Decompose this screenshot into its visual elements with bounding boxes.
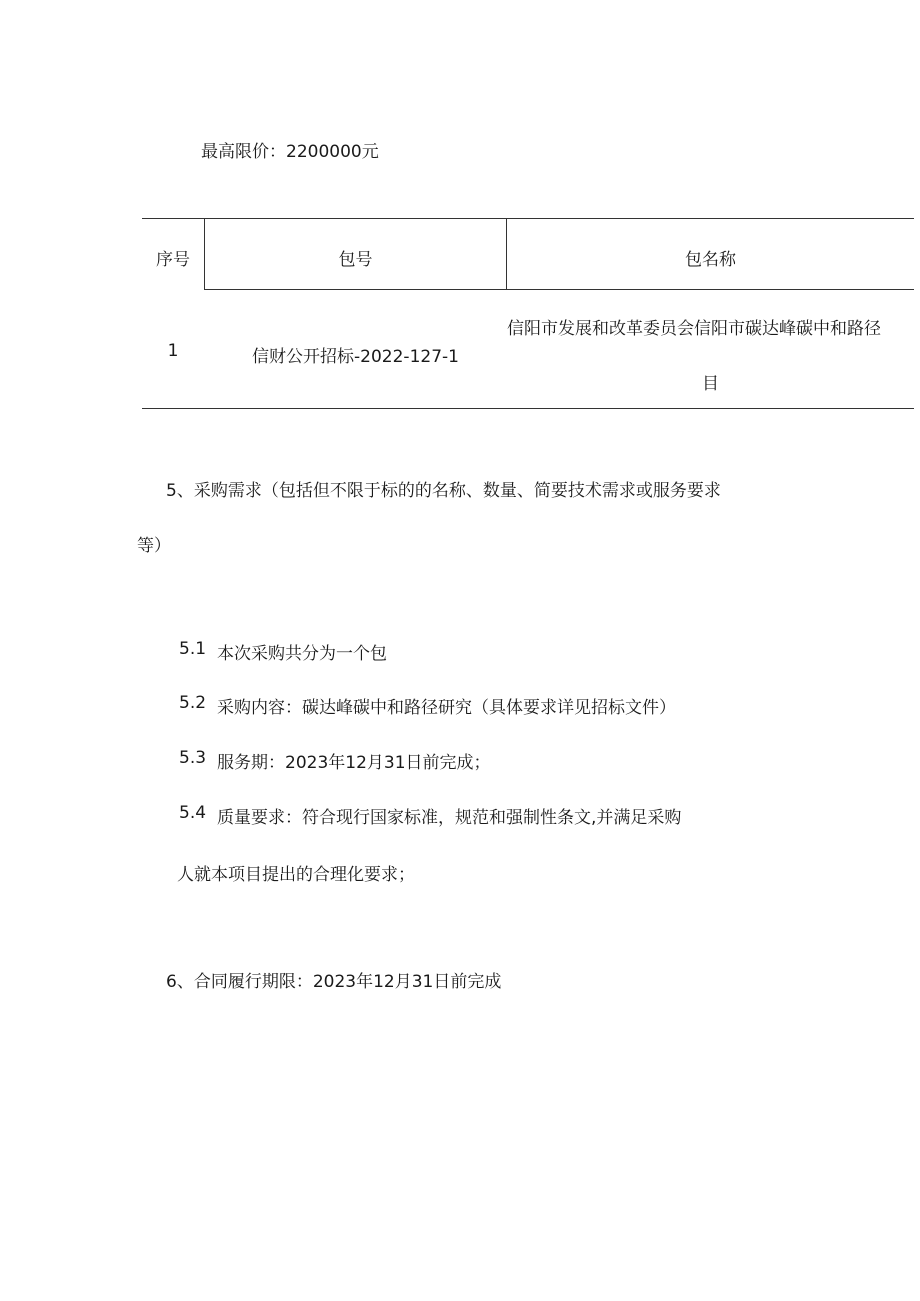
row-1-package-name-line2: 目 xyxy=(702,374,719,394)
section6-contract-period: 6、合同履行期限：2023年12月31日前完成 xyxy=(166,972,502,992)
item-text: 质量要求：符合现行国家标准，规范和强制性条文,并满足采购 xyxy=(217,808,682,828)
item-text: 服务期：2023年12月31日前完成； xyxy=(217,753,491,773)
section5-heading: 5、采购需求（包括但不限于标的的名称、数量、简要技术需求或服务要求 xyxy=(166,481,721,501)
row-1-package-name-line1: 信阳市发展和改革委员会信阳市碳达峰碳中和路径 xyxy=(507,319,881,339)
item-number: 5.3 xyxy=(179,748,207,768)
item-text: 本次采购共分为一个包 xyxy=(217,644,387,664)
row-1-seq: 1 xyxy=(167,341,179,361)
section5-item-continuation: 人就本项目提出的合理化要求； xyxy=(177,865,415,885)
table-bottom-border xyxy=(142,408,914,409)
table-header-bottom-border xyxy=(204,289,914,290)
item-text: 采购内容：碳达峰碳中和路径研究（具体要求详见招标文件） xyxy=(217,698,676,718)
header-package-name: 包名称 xyxy=(685,250,736,270)
item-number: 5.1 xyxy=(179,639,207,659)
item-number: 5.2 xyxy=(179,693,207,713)
table-top-border xyxy=(142,218,914,219)
header-seq: 序号 xyxy=(156,250,190,270)
row-1-package-no: 信财公开招标-2022-127-1 xyxy=(252,347,459,367)
section5-heading-continuation: 等） xyxy=(137,536,171,556)
header-package-no: 包号 xyxy=(338,250,373,270)
max-price-text: 最高限价：2200000元 xyxy=(201,142,379,162)
item-number: 5.4 xyxy=(179,803,207,823)
